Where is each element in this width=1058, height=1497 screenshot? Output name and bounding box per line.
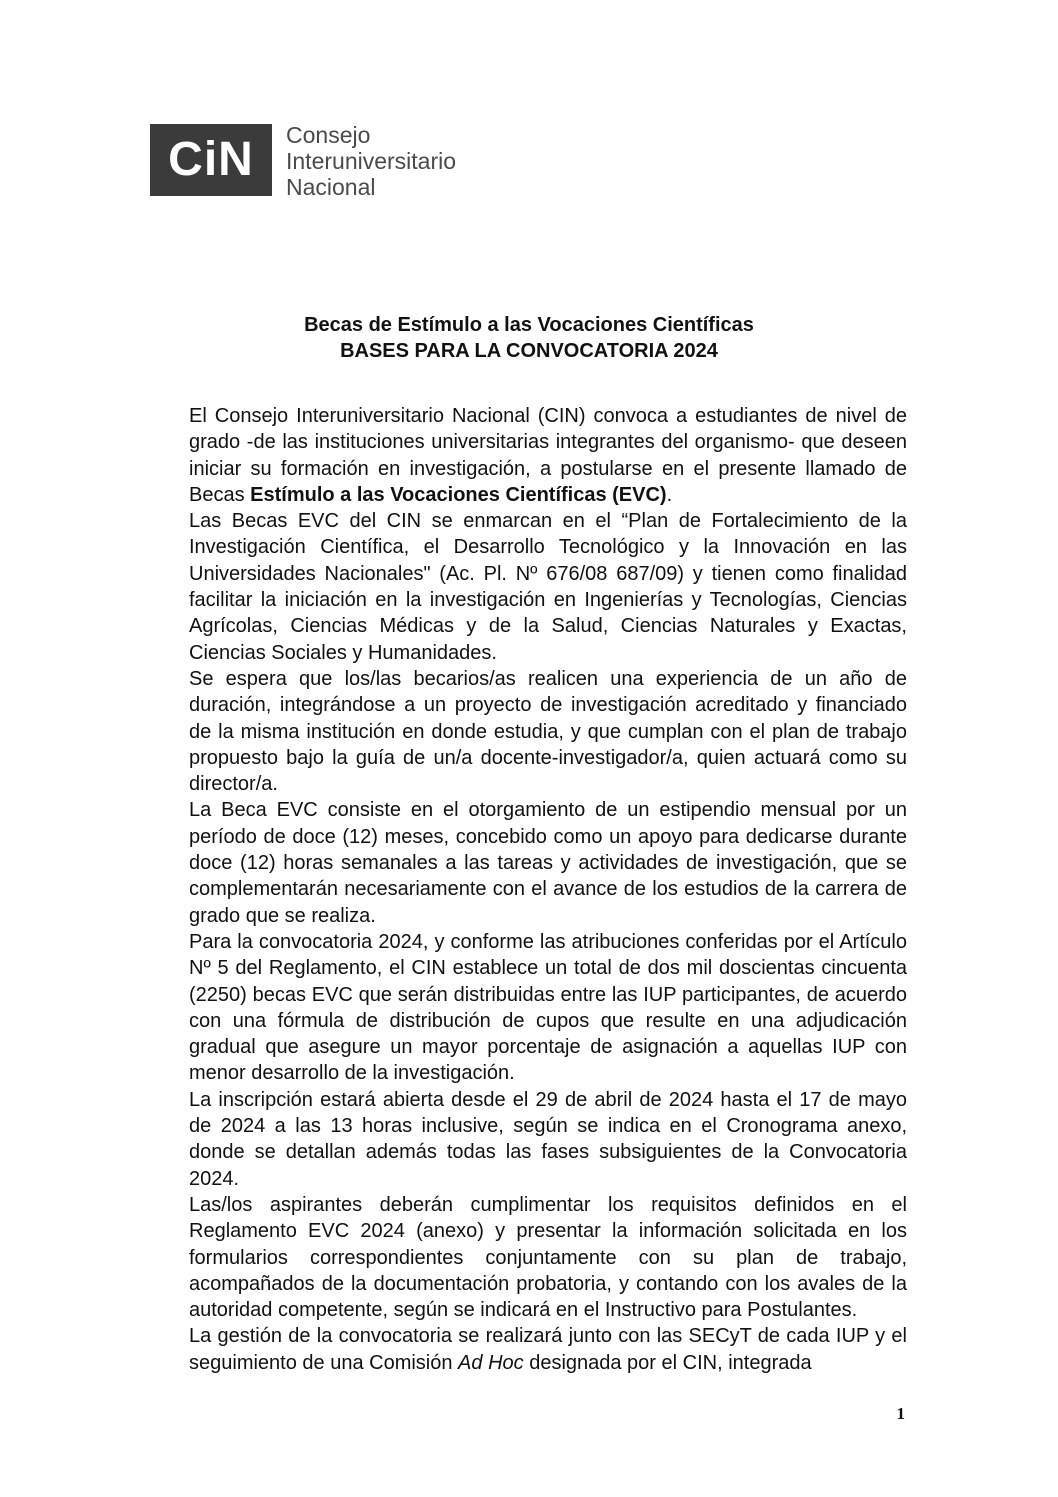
logo-line-1: Consejo — [286, 122, 371, 148]
title-line-2: BASES PARA LA CONVOCATORIA 2024 — [340, 340, 718, 362]
logo-line-2: Interuniversitario — [286, 148, 457, 174]
cin-logo-mark: CiN — [150, 124, 272, 196]
paragraph-8 — [189, 1323, 907, 1376]
paragraph-4: La Beca EVC consiste en el otorgamiento de un estipendio mensual por un período de doce (12) meses, concebido como un apoyo para dedicarse durante doce (12) horas semanales a las tareas y actividades de investigación, que se complementarán necesariamente con el avance de los estudios de la carrera de grado que se realiza. — [189, 799, 907, 927]
paragraph-6: La inscripción estará abierta desde el 29 de abril de 2024 hasta el 17 de mayo de 2024 a las 13 horas inclusive, según se indica en el Cronograma anexo, donde se detallan además todas las fases subsiguientes de la Convocatoria 2024. — [189, 1088, 907, 1190]
cin-logo — [150, 124, 456, 200]
paragraph-1-text: El Consejo Interuniversitario Nacional (CIN) convoca a estudiantes de nivel de grado -de las instituciones universitarias integrantes del organismo- que deseen iniciar su formación en investigación, a postularse en el presente llamado de Becas — [189, 405, 907, 506]
logo-line-3: Nacional — [286, 174, 376, 200]
cin-logo-text — [286, 122, 456, 200]
document-body — [189, 403, 907, 1376]
paragraph-8-italic: Ad Hoc — [458, 1351, 524, 1374]
paragraph-7: Las/los aspirantes deberán cumplimentar los requisitos definidos en el Reglamento EVC 2024 (anexo) y presentar la información solicitada en los formularios correspondientes conjuntamente con su plan de trabajo, acompañados de la documentación probatoria, y contando con los avales de la autoridad competente, según se indicará en el Instructivo para Postulantes. — [189, 1193, 907, 1322]
paragraph-1-end: . — [666, 483, 673, 506]
paragraph-8-end: designada por el CIN, integrada — [523, 1351, 812, 1374]
paragraph-1 — [189, 403, 907, 508]
paragraph-2: Las Becas EVC del CIN se enmarcan en el “Plan de Fortalecimiento de la Investigación Científica, el Desarrollo Tecnológico y la Innovación en las Universidades Nacionales" (Ac. Pl. Nº 676/08 687/09) y tienen como finalidad facilitar la iniciación en la investigación en Ingenierías y Tecnologías, Ciencias Agrícolas, Ciencias Médicas y de la Salud, Ciencias Naturales y Exactas, Ciencias Sociales y Humanidades. — [189, 510, 907, 664]
paragraph-5: Para la convocatoria 2024, y conforme las atribuciones conferidas por el Artículo Nº 5 del Reglamento, el CIN establece un total de dos mil doscientas cincuenta (2250) becas EVC que serán distribuidas entre las IUP participantes, de acuerdo con una fórmula de distribución de cupos que resulte en una adjudicación gradual que asegure un mayor porcentaje de asignación a aquellas IUP con menor desarrollo de la investigación. — [189, 930, 907, 1085]
page-number: 1 — [896, 1404, 905, 1423]
paragraph-3: Se espera que los/las becarios/as realicen una experiencia de un año de duración, integrándose a un proyecto de investigación acreditado y financiado de la misma institución en donde estudia, y que cumplan con el plan de trabajo propuesto bajo la guía de un/a docente-investigador/a, quien actuará como su director/a. — [189, 667, 907, 796]
paragraph-8-text: La gestión de la convocatoria se realizará junto con las SECyT de cada IUP y el seguimiento de una Comisión — [189, 1325, 907, 1374]
paragraph-1-bold: Estímulo a las Vocaciones Científicas (EVC) — [250, 483, 667, 506]
document-title — [150, 312, 908, 364]
title-line-1: Becas de Estímulo a las Vocaciones Científicas — [304, 314, 754, 336]
